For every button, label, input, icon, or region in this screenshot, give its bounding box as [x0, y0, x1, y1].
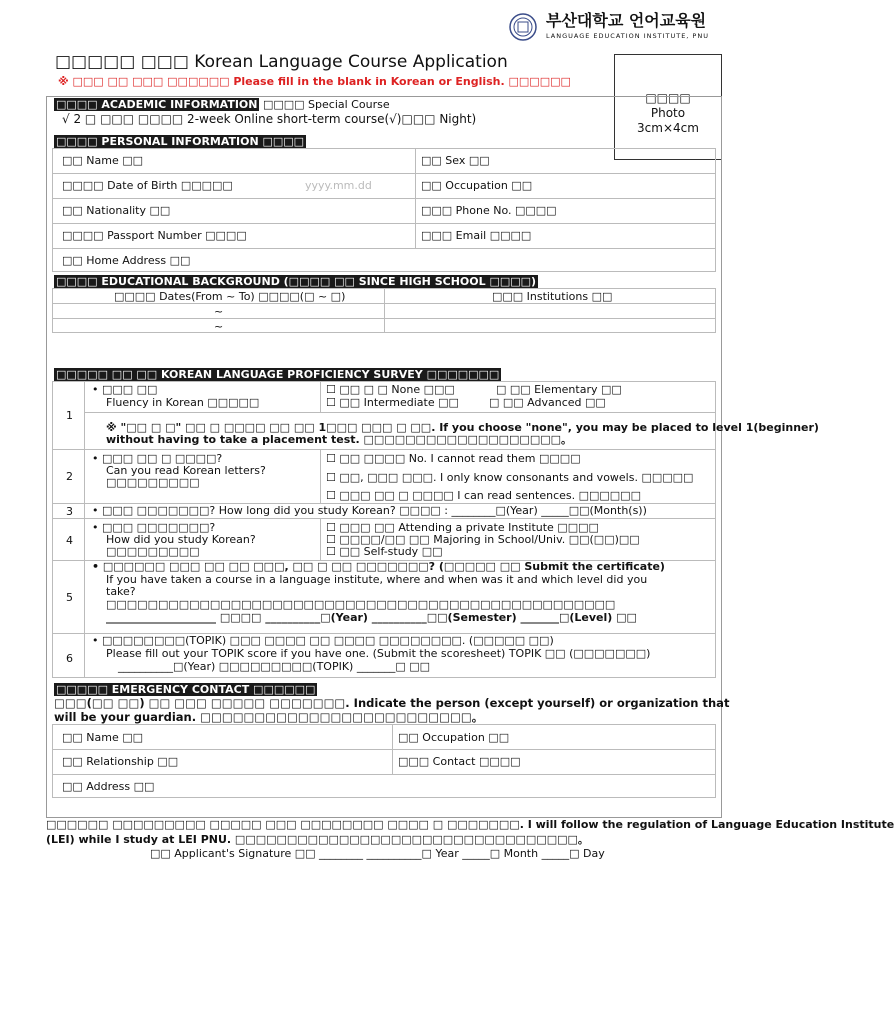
photo-label: Photo [650, 106, 686, 120]
q1-note-line1: ※ "□□ □ □" □□ □ □□□□ □□ □□ 1□□□ □□□ □ □□. If you choose "none", you may be placed to level 1(beginner) [106, 421, 819, 434]
q1-option-intermediate[interactable]: ☐ □□ Intermediate □□ [326, 396, 459, 409]
q2-number: 2 [66, 470, 73, 483]
q6-line1: • □□□□□□□□(TOPIK) □□□ □□□□ □□ □□□□ □□□□□□□□. (□□□□□ □□) [92, 634, 554, 647]
q2-question-ko: • □□□ □□ □ □□□□? [92, 452, 223, 465]
emergency-occupation-field[interactable]: □□ Occupation □□ [398, 731, 510, 744]
q4-option-school[interactable]: ☐ □□□□/□□ □□ Majoring in School/Univ. □□(□□)□□ [326, 533, 640, 546]
logo-korean: 부산대학교 언어교육원 [546, 11, 707, 30]
q3-number: 3 [66, 505, 73, 518]
passport-field[interactable]: □□□□ Passport Number □□□□ [62, 229, 247, 242]
q5-line2: If you have taken a course in a language institute, where and when was it and which level did you [106, 573, 648, 586]
emergency-relationship-field[interactable]: □□ Relationship □□ [62, 755, 179, 768]
institutions-column: □□□ Institutions □□ [492, 290, 613, 303]
page-title: □□□□□ □□□ Korean Language Course Application [55, 52, 508, 72]
nationality-field[interactable]: □□ Nationality □□ [62, 204, 171, 217]
q1-option-advanced[interactable]: □ □□ Advanced □□ [489, 396, 606, 409]
q4-question-zh: □□□□□□□□□ [106, 545, 200, 558]
q1-option-elementary[interactable]: □ □□ Elementary □□ [496, 383, 622, 396]
date-range-2[interactable]: ~ [214, 320, 224, 333]
q2-option-cannot-read[interactable]: ☐ □□ □□□□ No. I cannot read them □□□□ [326, 452, 581, 465]
q4-question-ko: • □□□ □□□□□□□? [92, 521, 216, 534]
special-course-label: □□□□ Special Course [262, 98, 390, 111]
q2-option-consonants[interactable]: ☐ □□, □□□ □□□. I only know consonants and vowels. □□□□□ [326, 471, 694, 484]
q4-number: 4 [66, 534, 73, 547]
name-field[interactable]: □□ Name □□ [62, 154, 144, 167]
emergency-contact-field[interactable]: □□□ Contact □□□□ [398, 755, 521, 768]
q6-line2: Please fill out your TOPIK score if you have one. (Submit the scoresheet) TOPIK □□ (□□□□□□□) [106, 647, 651, 660]
page-subtitle: ※ □□□ □□ □□□ □□□□□□ Please fill in the blank in Korean or English. □□□□□□ [58, 75, 571, 88]
agreement-line2: (LEI) while I study at LEI PNU. □□□□□□□□□□□□□□□□□□□□□□□□□□□□□□□□□。 [46, 833, 589, 846]
q1-note-line2: without having to take a placement test. □□□□□□□□□□□□□□□□□□□。 [106, 433, 573, 446]
education-header: □□□□ EDUCATIONAL BACKGROUND (□□□□ □□ SINCE HIGH SCHOOL □□□□) [56, 275, 537, 288]
dob-field[interactable]: □□□□ Date of Birth □□□□□ [62, 179, 233, 192]
q2-question-zh: □□□□□□□□□ [106, 476, 200, 489]
q1-option-none[interactable]: ☐ □□ □ □ None □□□ [326, 383, 455, 396]
q1-number: 1 [66, 409, 73, 422]
q5-line3: take? [106, 585, 136, 598]
q1-question-ko: • □□□ □□ [92, 383, 158, 396]
sex-field[interactable]: □□ Sex □□ [421, 154, 490, 167]
q4-option-self-study[interactable]: ☐ □□ Self-study □□ [326, 545, 443, 558]
university-seal-icon [508, 12, 538, 42]
agreement-line1: □□□□□□ □□□□□□□□□ □□□□□ □□□ □□□□□□□□ □□□□ □ □□□□□□□. I will follow the regulation of Language Education Institute [46, 818, 894, 831]
photo-size: 3cm×4cm [637, 121, 699, 135]
q6-number: 6 [66, 652, 73, 665]
address-field[interactable]: □□ Home Address □□ [62, 254, 191, 267]
emergency-address-field[interactable]: □□ Address □□ [62, 780, 155, 793]
q6-answer-line[interactable]: __________□(Year) □□□□□□□□□(TOPIK) _______□ □□ [118, 660, 431, 673]
q5-answer-line[interactable]: ____________________ □□□□ __________□(Year) __________□□(Semester) _______□(Level) □□ [106, 611, 637, 624]
logo [508, 12, 733, 42]
q4-option-institute[interactable]: ☐ □□□ □□ Attending a private Institute □□□□ [326, 521, 599, 534]
dates-column: □□□□ Dates(From ~ To) □□□□(□ ~ □) [114, 290, 346, 303]
dob-placeholder: yyyy.mm.dd [305, 179, 372, 192]
personal-header: □□□□ PERSONAL INFORMATION □□□□ [56, 135, 305, 148]
emergency-instruction-1: □□□(□□ □□) □□ □□□ □□□□□ □□□□□□□. Indicate the person (except yourself) or organization that [54, 696, 730, 710]
course-option[interactable]: √ 2 □ □□□ □□□□ 2-week Online short-term course(√)□□□ Night) [62, 112, 477, 126]
q4-question-en: How did you study Korean? [106, 533, 256, 546]
q5-line4: □□□□□□□□□□□□□□□□□□□□□□□□□□□□□□□□□□□□□□□□□□□□□□□□□ [106, 598, 616, 611]
q1-question-en: Fluency in Korean □□□□□ [106, 396, 260, 409]
occupation-field[interactable]: □□ Occupation □□ [421, 179, 533, 192]
phone-field[interactable]: □□□ Phone No. □□□□ [421, 204, 557, 217]
emergency-name-field[interactable]: □□ Name □□ [62, 731, 144, 744]
academic-section [54, 98, 390, 111]
q5-line1: • □□□□□□ □□□ □□ □□ □□□, □□ □ □□ □□□□□□□? (□□□□□ □□ Submit the certificate) [92, 560, 665, 573]
signature-line[interactable]: □□ Applicant's Signature □□ ________ __________□ Year _____□ Month _____□ Day [150, 847, 605, 860]
date-range-1[interactable]: ~ [214, 305, 224, 318]
q3-question[interactable]: • □□□ □□□□□□□? How long did you study Korean? □□□□ : ________□(Year) _____□□(Month(s)) [92, 504, 647, 517]
email-field[interactable]: □□□ Email □□□□ [421, 229, 532, 242]
q2-option-sentences[interactable]: ☐ □□□ □□ □ □□□□ I can read sentences. □□□□□□ [326, 489, 641, 502]
photo-label-zh: □□□□ [645, 91, 691, 105]
emergency-instruction-2: will be your guardian. □□□□□□□□□□□□□□□□□□□□□□□□□。 [54, 710, 484, 724]
q2-question-en: Can you read Korean letters? [106, 464, 266, 477]
academic-header: □□□□ ACADEMIC INFORMATION [56, 98, 258, 111]
emergency-header: □□□□□ EMERGENCY CONTACT □□□□□□ [56, 683, 316, 696]
logo-english: LANGUAGE EDUCATION INSTITUTE, PNU [546, 32, 709, 40]
q5-number: 5 [66, 591, 73, 604]
survey-header: □□□□□ □□ □□ KOREAN LANGUAGE PROFICIENCY SURVEY □□□□□□□ [56, 368, 500, 381]
